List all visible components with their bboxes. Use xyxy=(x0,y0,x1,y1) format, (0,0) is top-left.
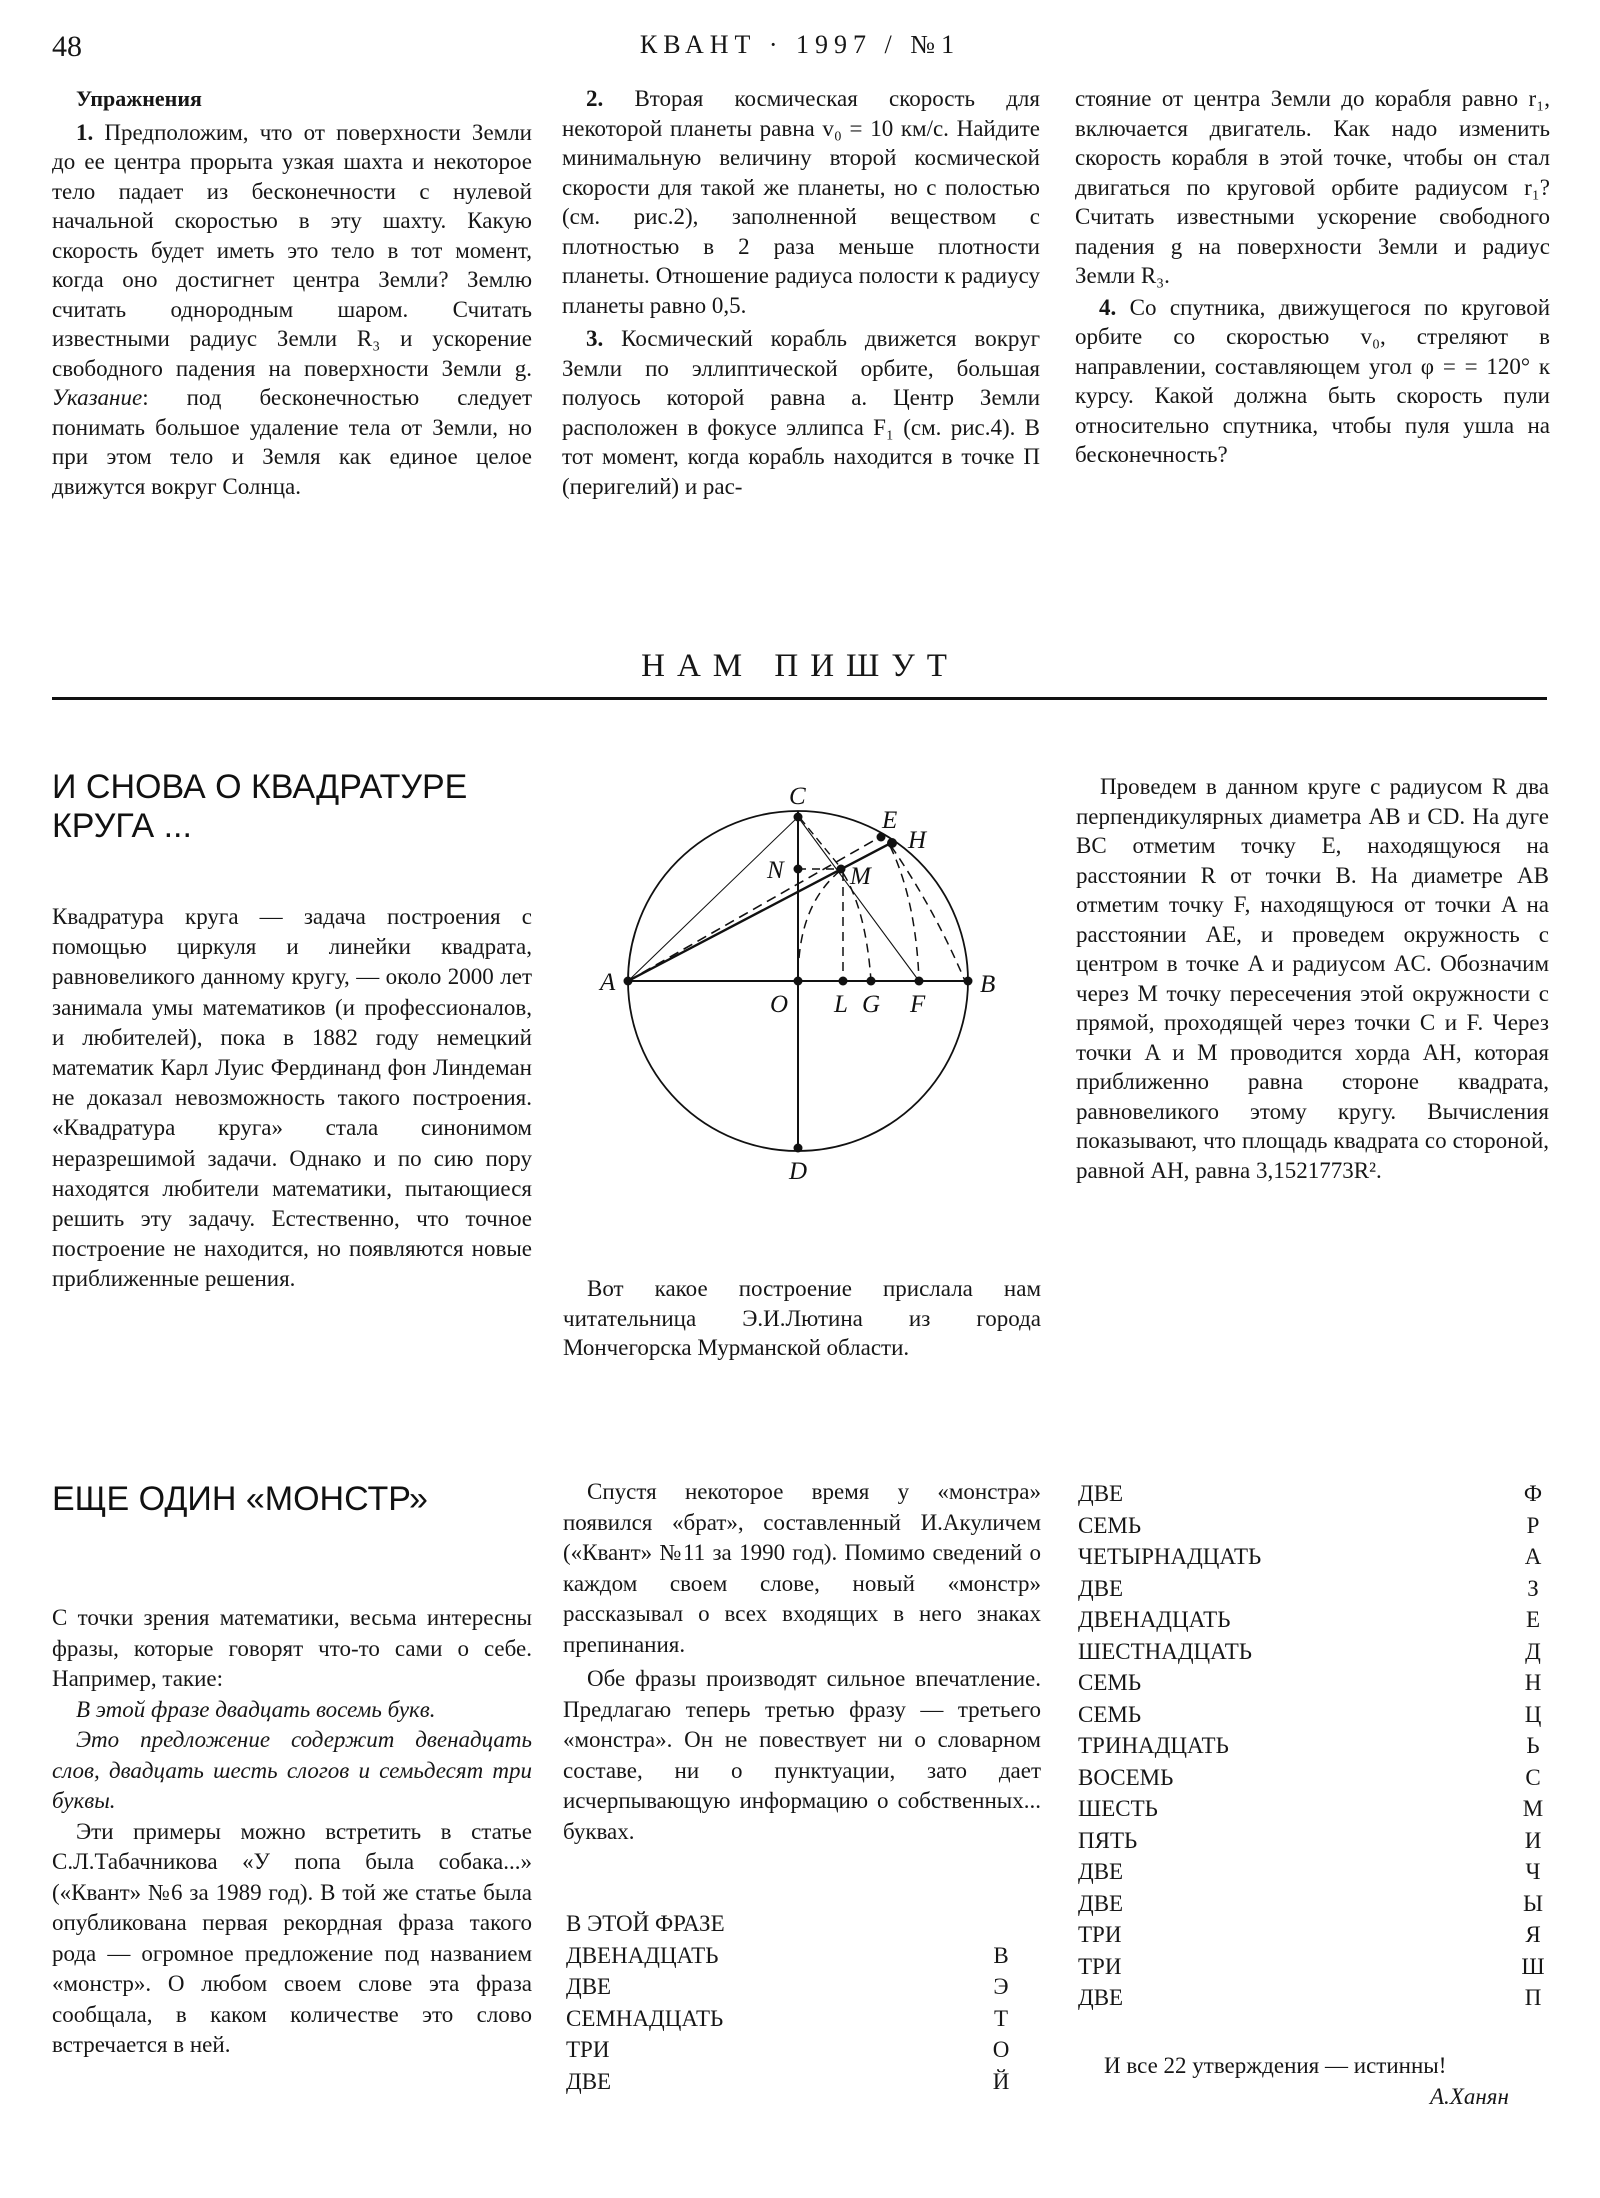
monster-list-row: СЕМНАДЦАТЬ Т xyxy=(566,2005,1009,2031)
monster-list-row: СЕМЬ Н xyxy=(1078,1670,1542,1695)
article2-column-2 xyxy=(563,1477,1041,1847)
exercises-column-3 xyxy=(1075,84,1550,470)
monster-list-row: ПЯТЬ И xyxy=(1078,1827,1542,1853)
exercise-number: 2. xyxy=(586,86,604,111)
article1-construction-column xyxy=(1076,772,1549,1185)
exercises-heading: Упражнения xyxy=(76,86,202,111)
monster-list-row: ТРИНАДЦАТЬ Ь xyxy=(1078,1733,1540,1758)
exercises-column-1 xyxy=(52,84,532,501)
label-h: H xyxy=(908,827,927,854)
section-divider xyxy=(52,697,1547,700)
exercise-text: Вторая космическая скорость для некоторой планеты равна v₀ = 10 км/с. Найдите минимальную величину второй космической скорости для такой же планеты, но с полостью (см. рис.2), заполненной веществом с плотностью в 2 раза меньше плотности планеты. Отношение радиуса полости к радиусу планеты равно 0,5. xyxy=(562,86,1040,318)
monster-list-heading: В ЭТОЙ ФРАЗЕ xyxy=(566,1911,725,1936)
label-o: O xyxy=(770,991,789,1018)
monster-list-row: ШЕСТЬ М xyxy=(1078,1796,1544,1821)
article2-paragraph-3: Спустя некоторое время у «монстра» появился «брат», составленный И.Акуличем («Квант» №11 за 1990 год). Помимо сведений о каждом своем слове, новый «монстр» рассказывал о всех входящих в него знаках препинания. xyxy=(563,1479,1041,1657)
monster-list-row: ТРИ О xyxy=(566,2037,1010,2062)
hint-text: : под бесконечностью следует понимать большое удаление тела от Земли, но при этом тело и Земля как единое целое движутся вокруг Солнца. xyxy=(52,385,532,499)
monster-list-row: ШЕСТНАДЦАТЬ Д xyxy=(1078,1638,1541,1664)
monster-list-part-2 xyxy=(1078,1478,1548,2014)
monster-list-row: ДВЕ Ы xyxy=(1078,1890,1544,1916)
monster-list-part-1 xyxy=(566,1908,1016,2097)
exercise-3-part-2: стояние от центра Земли до корабля равно r₁, включается двигатель. Как надо изменить скорость корабля в этой точке, чтобы он стал двигаться по круговой орбите радиусом r₁? Считать известными ускорение свободного падения g на поверхности Земли и радиус Земли R₃. xyxy=(1075,86,1550,288)
article1-caption: Вот какое построение прислала нам читательница Э.И.Лютина из города Мончегорска Мурманской области. xyxy=(563,1276,1041,1360)
author-signature: А.Ханян xyxy=(1430,2084,1509,2109)
label-b: B xyxy=(980,971,996,998)
monster-list-row: ДВЕНАДЦАТЬ В xyxy=(566,1942,1009,1968)
monster-list-row: ДВЕ Й xyxy=(566,2068,1010,2094)
article-title-monster: ЕЩЕ ОДИН «МОНСТР» xyxy=(52,1480,428,1518)
label-g: G xyxy=(862,991,881,1018)
article1-caption-column xyxy=(563,1274,1041,1363)
label-e: E xyxy=(882,807,898,834)
article1-intro-column xyxy=(52,902,532,1295)
article1-intro: Квадратура круга — задача построения с помощью циркуля и линейки квадрата, равновеликого данному кругу, — около 2000 лет занимала умы математиков (и профессионалов, и любителей), пока в 1882 году немецкий математик Карл Луис Фердинанд фон Линдеман не доказал невозможность такого построения. «Квадратура круга» стала синонимом неразрешимой задачи. Однако и по сию пору находятся любители математики, пытающиеся решить эту задачу. Естественно, что точное построение не находится, но появляются новые приближенные решения. xyxy=(52,904,532,1292)
article2-column-1 xyxy=(52,1603,532,2061)
exercise-number: 1. xyxy=(76,119,94,145)
monster-list-row: ДВЕ Э xyxy=(566,1974,1009,1999)
label-f: F xyxy=(910,991,926,1018)
monster-list-row: ВОСЕМЬ С xyxy=(1078,1764,1541,1790)
label-l: L xyxy=(834,991,848,1018)
monster-list-row: ДВЕ П xyxy=(1078,1985,1542,2010)
monster-list-row: ТРИ Я xyxy=(1078,1922,1541,1947)
example-phrase-2: Это предложение содержит двенадцать слов, двадцать шесть слогов и семьдесят три буквы. xyxy=(52,1727,532,1813)
exercise-text: Предположим, что от поверхности Земли до ее центра прорыта узкая шахта и некоторое тело падает из бесконечности с нулевой начальной скоростью в эту шахту. Какую скорость будет иметь это тело в тот момент, когда оно достигнет центра Земли? Землю считать однородным шаром. Считать известными радиус Земли R₃ и ускорение свободного падения на поверхности Земли g. xyxy=(52,119,532,381)
article2-paragraph-4: Обе фразы производят сильное впечатление. Предлагаю теперь третью фразу — третьего «монстра». Он не повествует ни о словарном составе, ни о пунктуации, зато дает исчерпывающую информацию о собственных... буквах. xyxy=(563,1666,1041,1844)
exercises-column-2 xyxy=(562,84,1040,501)
monster-list-row: ДВЕНАДЦАТЬ Е xyxy=(1078,1607,1541,1632)
monster-list-row: ДВЕ Ф xyxy=(1078,1481,1543,1506)
article1-construction: Проведем в данном круге с радиусом R два перпендикулярных диаметра AB и CD. На дуге BC отметим точку E, находящуюся на расстоянии R от точки B. На диаметре AB отметим точку F, находящуюся от точки A на расстоянии AE, и проведем окружность с центром в точке A и радиусом AC. Обозначим через M точку пересечения этой окружности с прямой, проходящей через точки C и F. Через точки A и M проводится хорда AH, которая приближенно равна стороне квадрата, равновеликого этому кругу. Вычисления показывают, что площадь квадрата со стороной, равной AH, равна 3,1521773R². xyxy=(1076,774,1549,1183)
monster-list-row: ТРИ Ш xyxy=(1078,1953,1545,1979)
exercise-text: Космический корабль движется вокруг Земли по эллиптической орбите, большая полуось которой равна a. Центр Земли расположен в фокусе эллипса F₁ (см. рис.4). В тот момент, когда корабль находится в точке П (перигелий) и рас- xyxy=(562,326,1041,499)
exercise-number: 3. xyxy=(586,326,604,351)
construction-diagram xyxy=(560,760,1020,1200)
label-c: C xyxy=(789,783,806,810)
exercise-1 xyxy=(52,118,532,502)
label-n: N xyxy=(767,857,784,884)
monster-list-row: СЕМЬ Ц xyxy=(1078,1701,1542,1727)
monster-list-row: СЕМЬ Р xyxy=(1078,1512,1540,1538)
monster-list-row: ДВЕ Ч xyxy=(1078,1859,1541,1884)
exercise-3-part-1 xyxy=(562,324,1040,501)
label-d: D xyxy=(789,1158,808,1185)
page-number: 48 xyxy=(52,30,82,63)
hint-label: Указание xyxy=(52,385,143,410)
article2-paragraph-1: С точки зрения математики, весьма интересны фразы, которые говорят что-то сами о себе. Например, такие: xyxy=(52,1605,532,1691)
article-title-quadrature: И СНОВА О КВАДРАТУРЕ КРУГА ... xyxy=(52,768,468,845)
section-title: НАМ ПИШУТ xyxy=(641,648,959,684)
quadrature-figure xyxy=(560,760,1020,1200)
example-phrase-1: В этой фразе двадцать восемь букв. xyxy=(76,1696,436,1722)
exercise-4 xyxy=(1075,293,1550,470)
exercise-number: 4. xyxy=(1099,294,1117,320)
monster-list-row: ЧЕТЫРНАДЦАТЬ А xyxy=(1078,1544,1542,1569)
label-m: M xyxy=(850,863,871,890)
running-head: КВАНТ · 1997 / №1 xyxy=(639,30,961,59)
article2-paragraph-2: Эти примеры можно встретить в статье С.Л.Табачникова «У попа была собака...» («Квант» №6 за 1989 год). В той же статье была опубликована первая рекордная фраза такого рода — огромное предложение под названием «монстр». О любом своем слове эта фраза сообщала, в каком количестве это слово встречается в ней. xyxy=(52,1818,532,2057)
exercise-2 xyxy=(562,84,1040,320)
conclusion-text: И все 22 утверждения — истинны! xyxy=(1104,2053,1447,2078)
label-a: A xyxy=(600,969,616,996)
monster-list-row: ДВЕ З xyxy=(1078,1575,1539,1601)
exercise-text: Со спутника, движущегося по круговой орбите со скоростью v₀, стреляют в направлении, составляющем угол φ = = 120° к курсу. Какой должна быть скорость пули относительно спутника, чтобы пуля ушла на бесконечность? xyxy=(1075,294,1551,467)
